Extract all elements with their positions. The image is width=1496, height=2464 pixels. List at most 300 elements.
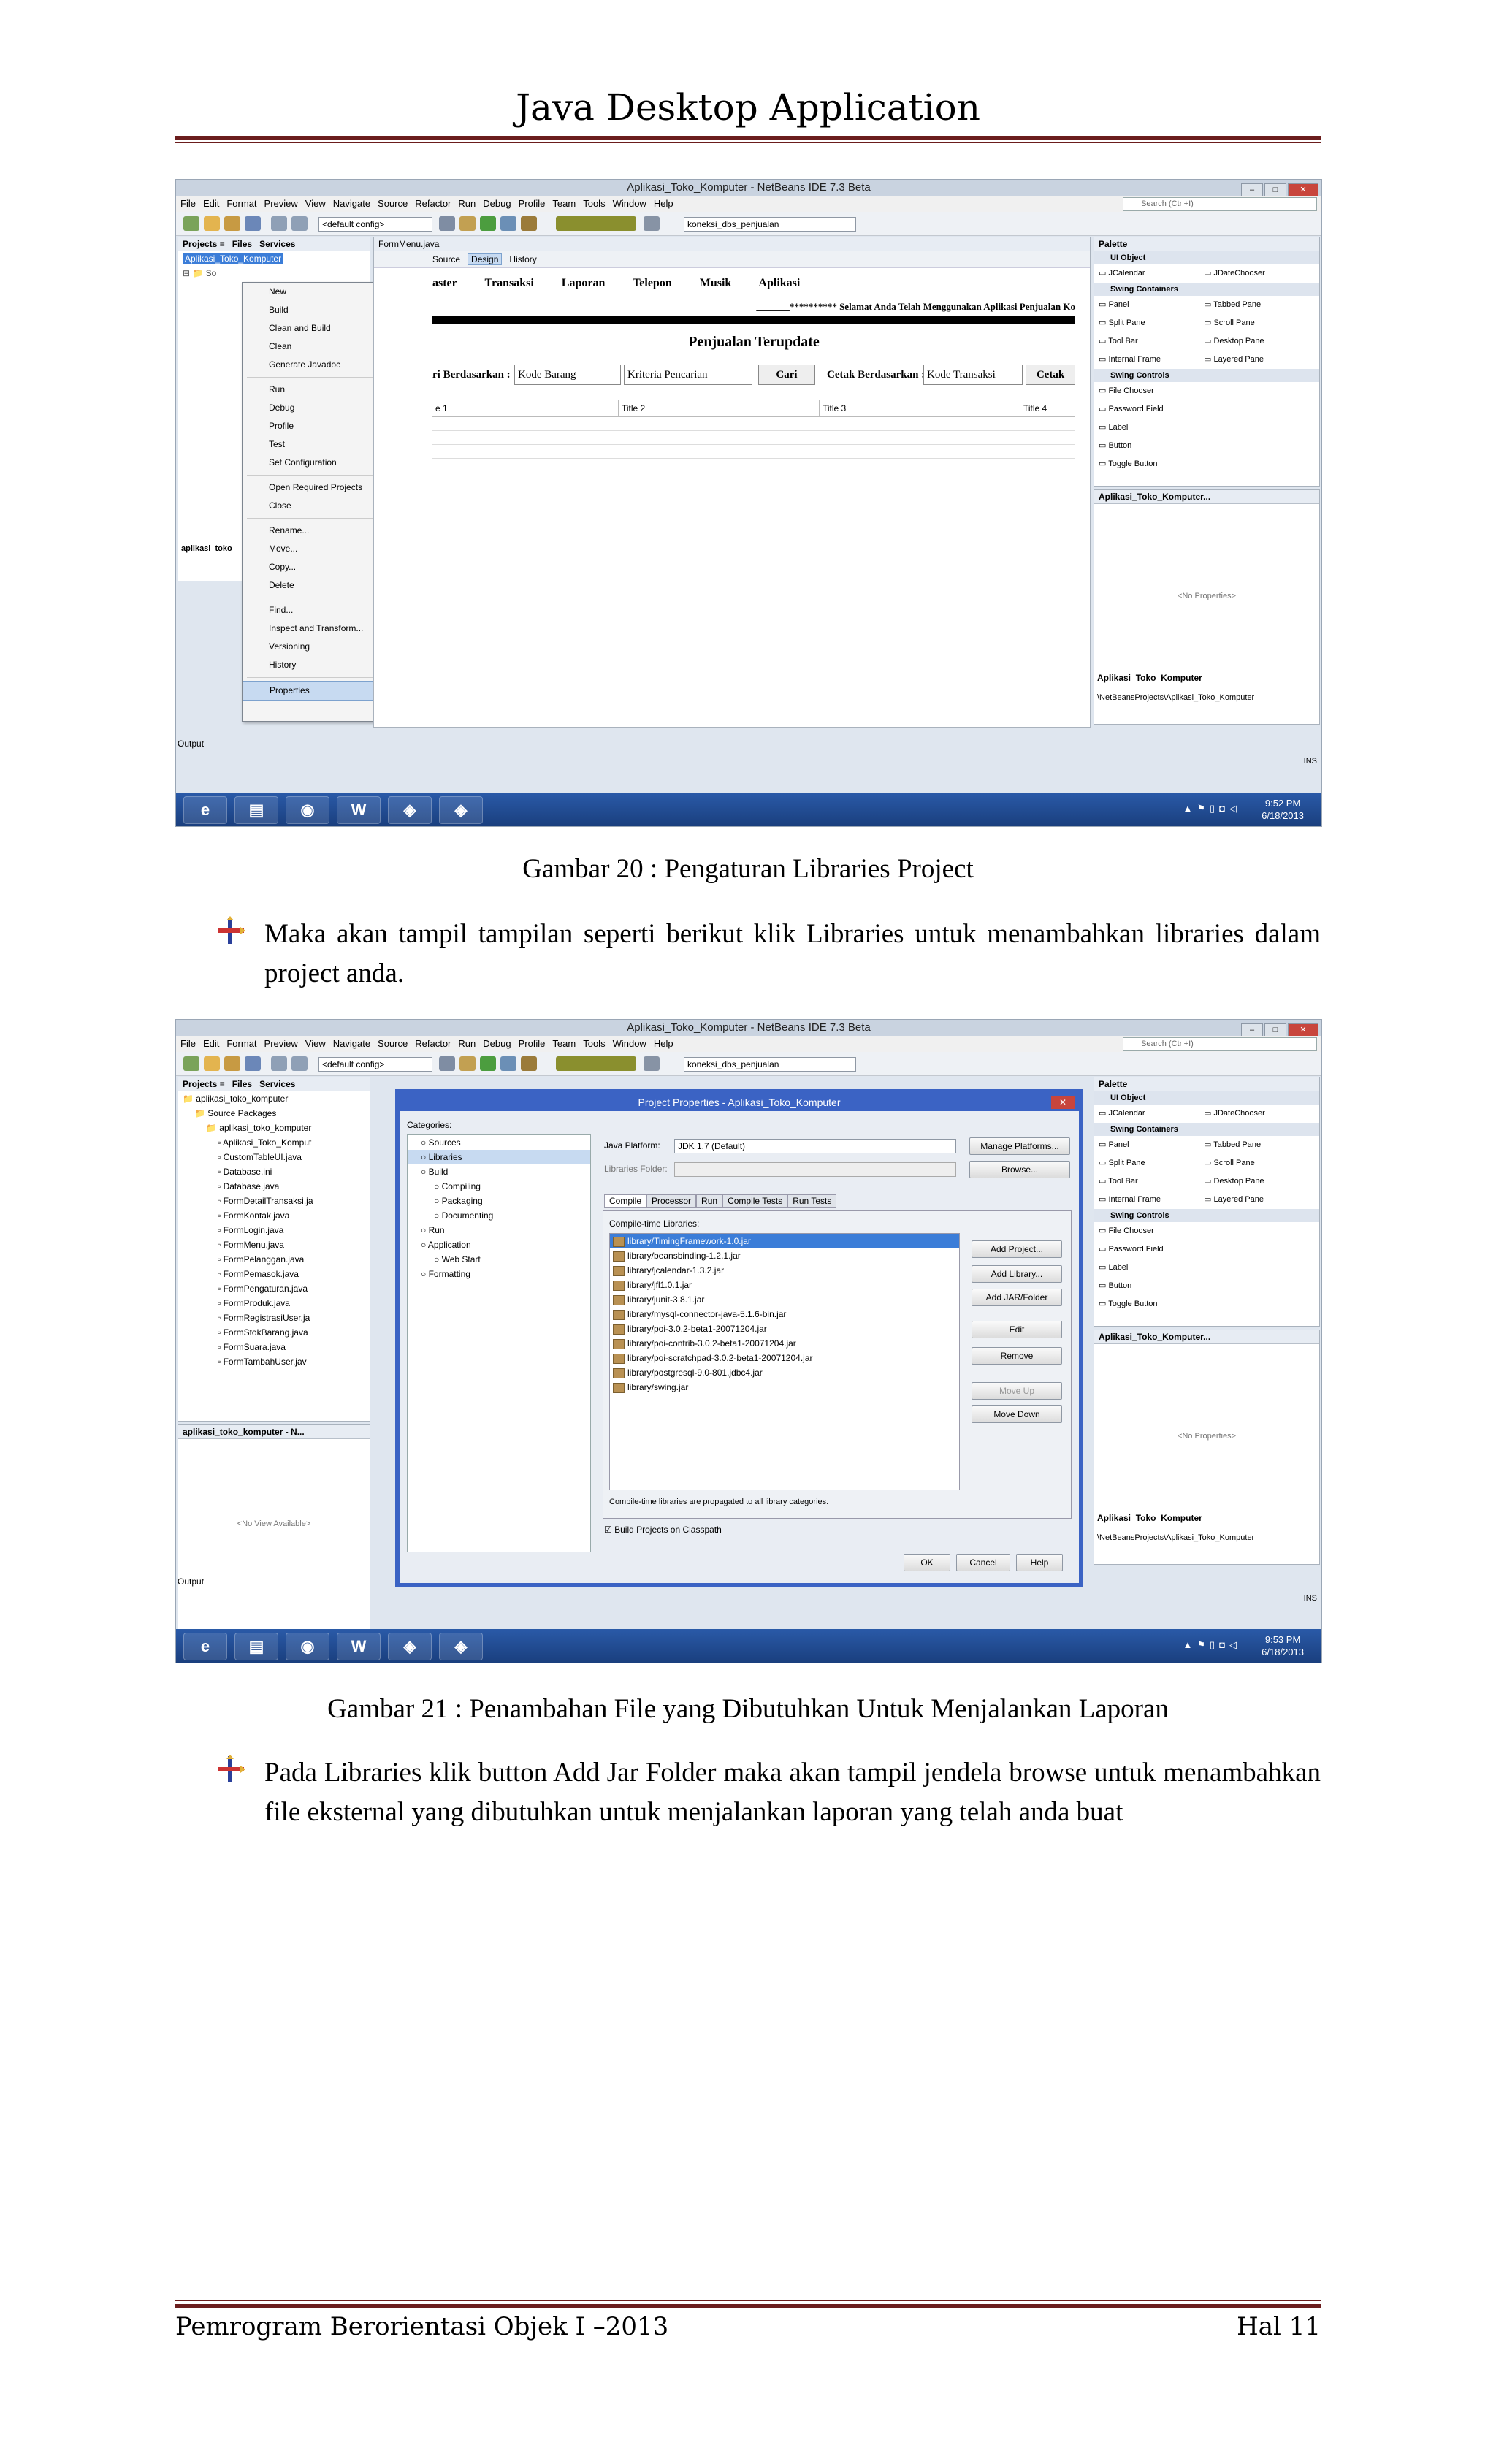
tree-source-node[interactable]: ⊟ 📁 So bbox=[183, 268, 217, 278]
palette-item[interactable] bbox=[1099, 437, 1131, 455]
menu-aplikasi[interactable]: Aplikasi bbox=[758, 277, 801, 289]
category-node-icon: ○ bbox=[434, 1181, 442, 1191]
java-file-icon: ▫ bbox=[218, 1210, 224, 1221]
context-menu-label: Move... bbox=[269, 543, 298, 554]
library-list-item[interactable] bbox=[610, 1234, 959, 1248]
java-file-icon: ▫ bbox=[218, 1342, 224, 1352]
move-down-button[interactable]: Move Down bbox=[972, 1405, 1062, 1423]
category-node-icon: ○ bbox=[434, 1254, 442, 1265]
properties-panel bbox=[1094, 489, 1320, 725]
minimize-icon[interactable]: – bbox=[1241, 1023, 1263, 1037]
remove-button[interactable]: Remove bbox=[972, 1347, 1062, 1365]
tab-files[interactable]: Files bbox=[232, 1079, 253, 1089]
netbeans-icon[interactable]: ◈ bbox=[388, 796, 432, 824]
menu-view[interactable]: View bbox=[305, 1038, 326, 1049]
component-icon: ▭ bbox=[1204, 337, 1214, 346]
project-tree-item[interactable] bbox=[178, 1354, 370, 1369]
library-path: library/TimingFramework-1.0.jar bbox=[627, 1236, 751, 1246]
java-platform-combo[interactable]: JDK 1.7 (Default) bbox=[674, 1139, 956, 1153]
info-name: Aplikasi_Toko_Komputer bbox=[1097, 1513, 1202, 1523]
component-icon: ▭ bbox=[1204, 1140, 1214, 1149]
palette-item-label: Layered Pane bbox=[1213, 355, 1264, 364]
palette-item[interactable] bbox=[1204, 264, 1265, 283]
word-icon[interactable]: W bbox=[337, 1633, 381, 1660]
tree-item-label: Database.ini bbox=[223, 1167, 272, 1177]
palette-item[interactable] bbox=[1204, 351, 1264, 369]
config-combo[interactable]: <default config> bbox=[318, 217, 432, 232]
config-combo[interactable]: <default config> bbox=[318, 1057, 432, 1072]
palette-item-label: Desktop Pane bbox=[1213, 1177, 1264, 1186]
context-menu-label: Profile bbox=[269, 421, 294, 431]
profile-icon[interactable] bbox=[521, 216, 537, 231]
menu-help[interactable]: Help bbox=[653, 1038, 673, 1049]
category-label: Application bbox=[427, 1240, 471, 1250]
palette-row bbox=[1094, 400, 1319, 419]
footer-rule bbox=[175, 2304, 1321, 2308]
save-all-icon[interactable] bbox=[245, 1056, 261, 1071]
table-header-cell: Title 2 bbox=[619, 400, 820, 416]
component-icon: ▭ bbox=[1099, 1195, 1109, 1204]
clean-build-icon[interactable] bbox=[459, 1056, 476, 1071]
menu-profile[interactable]: Profile bbox=[518, 198, 546, 209]
menu-navigate[interactable]: Navigate bbox=[332, 1038, 371, 1049]
figure20-caption: Gambar 20 : Pengaturan Libraries Project bbox=[522, 854, 974, 884]
menu-telepon[interactable]: Telepon bbox=[633, 277, 672, 289]
gc-icon[interactable] bbox=[644, 1056, 660, 1071]
menu-team[interactable]: Team bbox=[552, 198, 576, 209]
project-tree-item[interactable] bbox=[178, 1208, 370, 1223]
table-row[interactable] bbox=[432, 417, 1075, 431]
tab-run[interactable]: Run bbox=[696, 1194, 722, 1208]
project-tree-item[interactable] bbox=[178, 1091, 370, 1106]
print-label: Cetak Berdasarkan : bbox=[827, 369, 926, 381]
paragraph-text: Maka akan tampil tampilan seperti berikut klik Libraries untuk menambahkan libraries dalam project anda. bbox=[264, 919, 1321, 988]
edit-button[interactable]: Edit bbox=[972, 1321, 1062, 1338]
palette-item[interactable] bbox=[1204, 1105, 1265, 1123]
explorer-icon[interactable]: ▤ bbox=[234, 1633, 278, 1660]
component-icon: ▭ bbox=[1204, 355, 1214, 364]
new-file-icon[interactable] bbox=[204, 1056, 220, 1071]
palette-item[interactable] bbox=[1099, 419, 1128, 437]
project-tree-item[interactable] bbox=[178, 1164, 370, 1179]
palette-panel bbox=[1094, 237, 1320, 487]
no-properties-text: <No Properties> bbox=[1177, 592, 1237, 600]
category-item-libraries[interactable] bbox=[408, 1150, 590, 1164]
build-classpath-checkbox[interactable]: ☑ Build Projects on Classpath bbox=[604, 1525, 722, 1535]
menu-tools[interactable]: Tools bbox=[583, 1038, 606, 1049]
project-tree-item[interactable] bbox=[178, 1179, 370, 1194]
context-menu-label: Rename... bbox=[269, 525, 310, 535]
table-row[interactable] bbox=[432, 445, 1075, 459]
clock-time: 9:53 PM bbox=[1264, 1634, 1301, 1645]
project-tree-item[interactable] bbox=[178, 1237, 370, 1252]
add-jar-folder-button[interactable]: Add JAR/Folder bbox=[972, 1289, 1062, 1306]
ie-icon[interactable]: e bbox=[183, 1633, 227, 1660]
palette-row bbox=[1094, 1172, 1319, 1191]
menu-run[interactable]: Run bbox=[458, 1038, 476, 1049]
context-menu-label: Clean bbox=[269, 341, 292, 351]
search-criteria-field[interactable]: Kriteria Pencarian bbox=[624, 365, 752, 385]
java-file-icon: ▫ bbox=[218, 1284, 224, 1294]
close-icon[interactable]: ✕ bbox=[1288, 183, 1318, 197]
palette-item-label: Tabbed Pane bbox=[1213, 1140, 1262, 1149]
menu-edit[interactable]: Edit bbox=[202, 1038, 220, 1049]
palette-item-label: Password Field bbox=[1108, 405, 1164, 413]
project-tree-item[interactable] bbox=[178, 1311, 370, 1325]
clean-build-icon[interactable] bbox=[459, 216, 476, 231]
search-input[interactable]: Search (Ctrl+I) bbox=[1123, 197, 1317, 211]
library-list-item[interactable] bbox=[610, 1336, 959, 1351]
context-menu-label: Clean and Build bbox=[269, 323, 331, 333]
menu-file[interactable]: File bbox=[180, 198, 196, 209]
ie-icon[interactable]: e bbox=[183, 796, 227, 824]
palette-item[interactable] bbox=[1099, 351, 1161, 369]
projects-tabs: Projects ≡ Files Services bbox=[178, 237, 370, 251]
library-list-item[interactable] bbox=[610, 1248, 959, 1263]
firefox-icon[interactable]: ◉ bbox=[286, 1633, 329, 1660]
palette-item[interactable] bbox=[1099, 382, 1154, 400]
menu-musik[interactable]: Musik bbox=[699, 277, 732, 289]
table-header-row bbox=[432, 400, 1075, 417]
system-tray[interactable]: ▲⚑▯◘◁ bbox=[1183, 1639, 1241, 1650]
project-tree-item[interactable] bbox=[178, 1296, 370, 1311]
open-project-icon[interactable] bbox=[224, 216, 240, 231]
add-library-button[interactable]: Add Library... bbox=[972, 1265, 1062, 1283]
library-list-item[interactable] bbox=[610, 1365, 959, 1380]
taskbar-clock[interactable] bbox=[1262, 797, 1304, 822]
help-button[interactable]: Help bbox=[1016, 1554, 1063, 1571]
maximize-icon[interactable]: □ bbox=[1264, 1023, 1286, 1037]
editor-tab[interactable] bbox=[374, 237, 1090, 251]
menu-transaksi[interactable]: Transaksi bbox=[484, 277, 534, 289]
palette-item-label: File Chooser bbox=[1108, 386, 1154, 395]
palette-item-label: Button bbox=[1108, 1281, 1132, 1290]
palette-item[interactable] bbox=[1099, 1154, 1145, 1172]
palette-item[interactable] bbox=[1099, 1222, 1154, 1240]
connection-combo[interactable]: koneksi_dbs_penjualan bbox=[684, 1057, 856, 1072]
form-heading: Penjualan Terupdate bbox=[688, 334, 820, 350]
tab-files[interactable]: Files bbox=[232, 239, 253, 249]
cancel-button[interactable]: Cancel bbox=[956, 1554, 1010, 1571]
project-tree-item[interactable] bbox=[178, 1340, 370, 1354]
run-icon[interactable] bbox=[480, 1056, 496, 1071]
tree-item-label: aplikasi_toko_komputer bbox=[219, 1123, 312, 1133]
menu-run[interactable]: Run bbox=[458, 198, 476, 209]
menu-debug[interactable]: Debug bbox=[483, 1038, 511, 1049]
project-tree-item[interactable] bbox=[178, 1194, 370, 1208]
ok-button[interactable]: OK bbox=[904, 1554, 950, 1571]
context-menu-label: Generate Javadoc bbox=[269, 359, 341, 370]
category-item-compiling[interactable] bbox=[408, 1179, 590, 1194]
palette-section-header[interactable]: Swing Controls bbox=[1094, 369, 1319, 382]
palette-item[interactable] bbox=[1099, 264, 1145, 283]
palette-item-label: Scroll Pane bbox=[1213, 319, 1255, 327]
menu-refactor[interactable]: Refactor bbox=[415, 198, 451, 209]
component-icon: ▭ bbox=[1099, 441, 1109, 450]
palette-row bbox=[1094, 1259, 1319, 1277]
palette-item[interactable] bbox=[1099, 1105, 1145, 1123]
palette-item-label: Panel bbox=[1108, 1140, 1129, 1149]
palette-item-label: Label bbox=[1108, 1263, 1129, 1272]
palette-item[interactable] bbox=[1099, 1172, 1138, 1191]
new-project-icon[interactable] bbox=[183, 1056, 199, 1071]
system-tray[interactable]: ▲⚑▯◘◁ bbox=[1183, 803, 1241, 814]
library-list-item[interactable] bbox=[610, 1380, 959, 1395]
palette-section-header[interactable]: Swing Controls bbox=[1094, 1209, 1319, 1222]
palette-item-label: Tabbed Pane bbox=[1213, 300, 1262, 309]
palette-section-header[interactable]: UI Object bbox=[1094, 251, 1319, 264]
menu-source[interactable]: Source bbox=[378, 1038, 408, 1049]
netbeans-icon[interactable]: ◈ bbox=[388, 1633, 432, 1660]
firefox-icon[interactable]: ◉ bbox=[286, 796, 329, 824]
palette-item[interactable] bbox=[1099, 332, 1138, 351]
tab-services[interactable]: Services bbox=[259, 1079, 296, 1089]
palette-section-header[interactable]: Swing Containers bbox=[1094, 283, 1319, 296]
component-icon: ▭ bbox=[1204, 1195, 1214, 1204]
palette-item[interactable] bbox=[1204, 1154, 1255, 1172]
table-row[interactable] bbox=[432, 431, 1075, 445]
menu-debug[interactable]: Debug bbox=[483, 198, 511, 209]
minimize-icon[interactable]: – bbox=[1241, 183, 1263, 197]
palette-item[interactable] bbox=[1204, 332, 1264, 351]
gc-icon[interactable] bbox=[644, 216, 660, 231]
output-tab[interactable]: Output bbox=[178, 1576, 205, 1587]
mode-design[interactable]: Design bbox=[468, 253, 502, 265]
explorer-icon[interactable]: ▤ bbox=[234, 796, 278, 824]
project-tree-item[interactable] bbox=[178, 1150, 370, 1164]
palette-item[interactable] bbox=[1099, 1295, 1158, 1313]
palette-item[interactable] bbox=[1099, 400, 1164, 419]
menu-tools[interactable]: Tools bbox=[583, 198, 606, 209]
tree-item-label: FormProduk.java bbox=[223, 1298, 290, 1308]
run-icon[interactable] bbox=[480, 216, 496, 231]
palette-item[interactable] bbox=[1204, 1172, 1264, 1191]
project-tree-item[interactable] bbox=[178, 1121, 370, 1135]
compile-time-label: Compile-time Libraries: bbox=[609, 1218, 700, 1229]
browse-button[interactable]: Browse... bbox=[969, 1161, 1070, 1178]
add-project-button[interactable]: Add Project... bbox=[972, 1240, 1062, 1258]
libraries-folder-field[interactable] bbox=[674, 1162, 956, 1177]
redo-icon[interactable] bbox=[291, 216, 308, 231]
category-label: Run bbox=[428, 1225, 445, 1235]
bullet-arrow-icon bbox=[216, 916, 245, 945]
projects-panel bbox=[178, 1077, 370, 1422]
netbeans-icon-2[interactable]: ◈ bbox=[439, 796, 483, 824]
project-tree-item[interactable] bbox=[178, 1325, 370, 1340]
component-icon: ▭ bbox=[1099, 405, 1109, 413]
library-list-item[interactable] bbox=[610, 1307, 959, 1321]
palette-row bbox=[1094, 314, 1319, 332]
manage-platforms-button[interactable]: Manage Platforms... bbox=[969, 1137, 1070, 1155]
palette-item[interactable] bbox=[1099, 1277, 1131, 1295]
tab-compile-tests[interactable]: Compile Tests bbox=[722, 1194, 787, 1208]
project-tree-item[interactable] bbox=[178, 1267, 370, 1281]
category-item-run[interactable] bbox=[408, 1223, 590, 1237]
search-input[interactable]: Search (Ctrl+I) bbox=[1123, 1037, 1317, 1051]
info-path: \NetBeansProjects\Aplikasi_Toko_Komputer bbox=[1097, 1533, 1255, 1542]
close-icon[interactable]: ✕ bbox=[1288, 1023, 1318, 1037]
tab-compile[interactable]: Compile bbox=[604, 1194, 646, 1208]
category-item-sources[interactable] bbox=[408, 1135, 590, 1150]
jar-icon bbox=[613, 1266, 625, 1276]
palette-section-header[interactable]: UI Object bbox=[1094, 1091, 1319, 1105]
jar-icon bbox=[613, 1281, 625, 1291]
component-icon: ▭ bbox=[1204, 300, 1214, 309]
palette-item[interactable] bbox=[1099, 314, 1145, 332]
component-icon: ▭ bbox=[1099, 386, 1109, 395]
mode-source[interactable]: Source bbox=[432, 254, 461, 264]
menu-window[interactable]: Window bbox=[612, 198, 646, 209]
menu-file[interactable]: File bbox=[180, 1038, 196, 1049]
undo-icon[interactable] bbox=[271, 1056, 287, 1071]
palette-item[interactable] bbox=[1204, 1191, 1264, 1209]
category-item-formatting[interactable] bbox=[408, 1267, 590, 1281]
palette-row bbox=[1094, 419, 1319, 437]
taskbar-clock[interactable] bbox=[1262, 1633, 1304, 1658]
output-tab[interactable]: Output bbox=[178, 739, 205, 749]
project-tree-item[interactable] bbox=[178, 1252, 370, 1267]
dialog-close-icon[interactable]: ✕ bbox=[1051, 1096, 1075, 1109]
ins-indicator: INS bbox=[1303, 757, 1317, 766]
tab-run-tests[interactable]: Run Tests bbox=[787, 1194, 836, 1208]
menu-window[interactable]: Window bbox=[612, 1038, 646, 1049]
menu-profile[interactable]: Profile bbox=[518, 1038, 546, 1049]
move-up-button[interactable]: Move Up bbox=[972, 1382, 1062, 1400]
clock-date: 6/18/2013 bbox=[1262, 1647, 1304, 1658]
project-root-node[interactable] bbox=[178, 251, 370, 266]
build-icon[interactable] bbox=[439, 1056, 455, 1071]
palette-item-label: Desktop Pane bbox=[1213, 337, 1264, 346]
library-path: library/mysql-connector-java-5.1.6-bin.jar bbox=[627, 1309, 787, 1319]
java-file-icon: ▫ bbox=[218, 1327, 224, 1338]
component-icon: ▭ bbox=[1204, 269, 1214, 278]
category-label: Build bbox=[428, 1167, 449, 1177]
project-tree-item[interactable] bbox=[178, 1135, 370, 1150]
category-item-packaging[interactable] bbox=[408, 1194, 590, 1208]
window-title: Aplikasi_Toko_Komputer - NetBeans IDE 7.3 Beta bbox=[627, 181, 871, 194]
palette-item[interactable] bbox=[1099, 455, 1158, 473]
menu-preview[interactable]: Preview bbox=[264, 198, 298, 209]
palette-row bbox=[1094, 1105, 1319, 1123]
tree-item-label: CustomTableUI.java bbox=[223, 1152, 302, 1162]
palette-row bbox=[1094, 1240, 1319, 1259]
library-list-item[interactable] bbox=[610, 1292, 959, 1307]
mode-history[interactable]: History bbox=[509, 254, 537, 264]
tree-item-label: FormTambahUser.jav bbox=[223, 1357, 307, 1367]
category-item-web-start[interactable] bbox=[408, 1252, 590, 1267]
category-node-icon: ○ bbox=[421, 1269, 429, 1279]
menu-refactor[interactable]: Refactor bbox=[415, 1038, 451, 1049]
category-item-build[interactable] bbox=[408, 1164, 590, 1179]
category-label: Compiling bbox=[441, 1181, 481, 1191]
undo-icon[interactable] bbox=[271, 216, 287, 231]
palette-item[interactable] bbox=[1099, 1191, 1161, 1209]
tab-services[interactable]: Services bbox=[259, 239, 296, 249]
connection-combo[interactable]: koneksi_dbs_penjualan bbox=[684, 217, 856, 232]
menu-team[interactable]: Team bbox=[552, 1038, 576, 1049]
new-file-icon[interactable] bbox=[204, 216, 220, 231]
context-menu-label: Build bbox=[269, 305, 289, 315]
palette-item[interactable] bbox=[1099, 1136, 1129, 1154]
context-menu-label: History bbox=[269, 660, 297, 670]
save-all-icon[interactable] bbox=[245, 216, 261, 231]
menu-source[interactable]: Source bbox=[378, 198, 408, 209]
menu-laporan[interactable]: Laporan bbox=[561, 277, 606, 289]
profile-icon[interactable] bbox=[521, 1056, 537, 1071]
palette-row bbox=[1094, 1222, 1319, 1240]
project-tree-item[interactable] bbox=[178, 1223, 370, 1237]
word-icon[interactable]: W bbox=[337, 796, 381, 824]
tab-processor[interactable]: Processor bbox=[646, 1194, 696, 1208]
tab-projects[interactable]: Projects bbox=[183, 239, 218, 249]
menu-help[interactable]: Help bbox=[653, 198, 673, 209]
category-item-application[interactable] bbox=[408, 1237, 590, 1252]
cetak-button[interactable]: Cetak bbox=[1026, 365, 1075, 385]
jar-icon bbox=[613, 1383, 625, 1393]
palette-item-label: Internal Frame bbox=[1108, 1195, 1161, 1204]
debug-icon[interactable] bbox=[500, 216, 516, 231]
tree-item-label: FormStokBarang.java bbox=[223, 1327, 308, 1338]
compile-tab-content bbox=[603, 1210, 1072, 1519]
project-tree-item[interactable] bbox=[178, 1281, 370, 1296]
palette-item-label: Toggle Button bbox=[1108, 459, 1158, 468]
debug-icon[interactable] bbox=[500, 1056, 516, 1071]
menu-format[interactable]: Format bbox=[226, 1038, 257, 1049]
menu-preview[interactable]: Preview bbox=[264, 1038, 298, 1049]
palette-item-label: Password Field bbox=[1108, 1245, 1164, 1254]
menu-master[interactable]: aster bbox=[432, 277, 457, 289]
maximize-icon[interactable]: □ bbox=[1264, 183, 1286, 197]
netbeans-icon-2[interactable]: ◈ bbox=[439, 1633, 483, 1660]
palette-row bbox=[1094, 296, 1319, 314]
tab-projects[interactable]: Projects bbox=[183, 1079, 218, 1089]
menu-view[interactable]: View bbox=[305, 198, 326, 209]
redo-icon[interactable] bbox=[291, 1056, 308, 1071]
menu-format[interactable]: Format bbox=[226, 198, 257, 209]
search-by-combo[interactable]: Kode Barang bbox=[514, 365, 621, 385]
build-icon[interactable] bbox=[439, 216, 455, 231]
bullet-paragraph-1 bbox=[216, 915, 1321, 993]
library-list-item[interactable] bbox=[610, 1263, 959, 1278]
library-list-item[interactable] bbox=[610, 1321, 959, 1336]
palette-item[interactable] bbox=[1204, 1136, 1261, 1154]
palette-panel bbox=[1094, 1077, 1320, 1327]
open-project-icon[interactable] bbox=[224, 1056, 240, 1071]
menu-edit[interactable]: Edit bbox=[202, 198, 220, 209]
palette-item[interactable] bbox=[1204, 314, 1255, 332]
project-tree-item[interactable] bbox=[178, 1106, 370, 1121]
new-project-icon[interactable] bbox=[183, 216, 199, 231]
menu-navigate[interactable]: Navigate bbox=[332, 198, 371, 209]
palette-item[interactable] bbox=[1099, 296, 1129, 314]
menu-bar bbox=[176, 196, 1321, 212]
palette-item[interactable] bbox=[1099, 1259, 1128, 1277]
component-icon: ▭ bbox=[1099, 1140, 1109, 1149]
palette-item[interactable] bbox=[1204, 296, 1261, 314]
library-path: library/poi-scratchpad-3.0.2-beta1-20071204.jar bbox=[627, 1353, 813, 1363]
print-by-combo[interactable]: Kode Transaksi bbox=[923, 365, 1023, 385]
palette-item[interactable] bbox=[1099, 1240, 1164, 1259]
window-titlebar bbox=[176, 180, 1321, 196]
library-list-item[interactable] bbox=[610, 1351, 959, 1365]
library-path: library/poi-3.0.2-beta1-20071204.jar bbox=[627, 1324, 767, 1334]
palette-section-header[interactable]: Swing Containers bbox=[1094, 1123, 1319, 1136]
cari-button[interactable]: Cari bbox=[758, 365, 815, 385]
category-item-documenting[interactable] bbox=[408, 1208, 590, 1223]
java-file-icon: ▫ bbox=[218, 1240, 224, 1250]
library-list-item[interactable] bbox=[610, 1278, 959, 1292]
category-node-icon: ○ bbox=[421, 1152, 429, 1162]
